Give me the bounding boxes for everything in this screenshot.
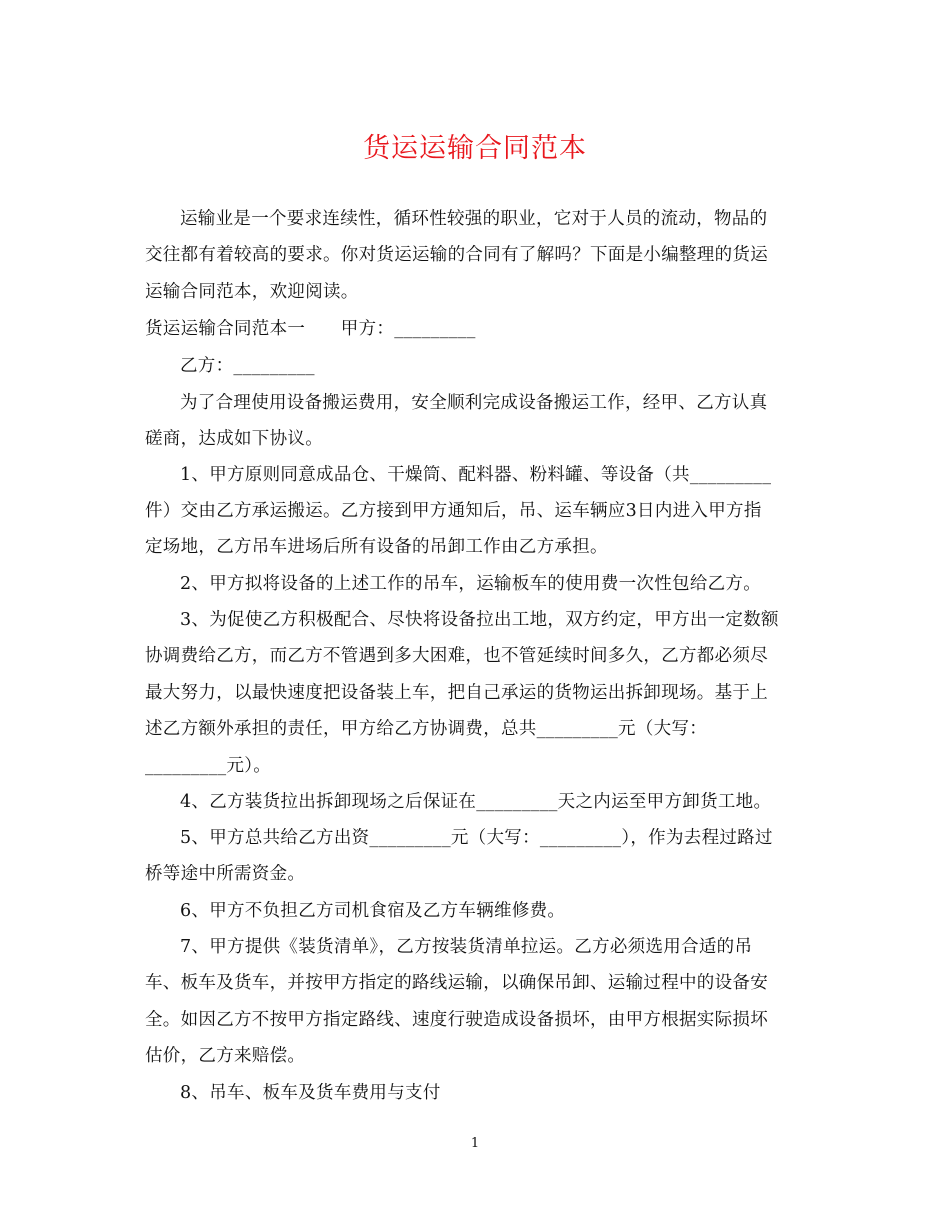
paragraph-line: 1、甲方原则同意成品仓、干燥筒、配料器、粉料罐、等设备（共_________ bbox=[180, 465, 772, 485]
paragraph-line: 最大努力，以最快速度把设备装上车，把自己承运的货物运出拆卸现场。基于上 bbox=[145, 683, 768, 703]
paragraph-line: 3、为促使乙方积极配合、尽快将设备拉出工地，双方约定，甲方出一定数额 bbox=[180, 610, 779, 630]
paragraph-line: 8、吊车、板车及货车费用与支付 bbox=[180, 1083, 441, 1103]
paragraph-line: 协调费给乙方，而乙方不管遇到多大困难，也不管延续时间多久，乙方都必须尽 bbox=[145, 646, 768, 666]
paragraph-line: 车、板车及货车，并按甲方指定的路线运输，以确保吊卸、运输过程中的设备安 bbox=[145, 973, 768, 993]
paragraph-line: 5、甲方总共给乙方出资_________元（大写：_________），作为去程过路过 bbox=[180, 828, 773, 848]
paragraph-line: 运输业是一个要求连续性，循环性较强的职业，它对于人员的流动，物品的 bbox=[180, 209, 768, 229]
paragraph-line: 货运运输合同范本一 甲方：_________ bbox=[145, 319, 476, 339]
paragraph-line: 磋商，达成如下协议。 bbox=[145, 429, 323, 449]
paragraph-line: 7、甲方提供《装货清单》，乙方按装货清单拉运。乙方必须选用合适的吊 bbox=[180, 937, 753, 957]
paragraph-line: _________元）。 bbox=[145, 756, 272, 776]
paragraph-line: 乙方：_________ bbox=[180, 356, 315, 376]
paragraph-line: 4、乙方装货拉出拆卸现场之后保证在_________天之内运至甲方卸货工地。 bbox=[180, 792, 772, 812]
paragraph-line: 件）交由乙方承运搬运。乙方接到甲方通知后，吊、运车辆应3日内进入甲方指 bbox=[145, 501, 762, 521]
paragraph-line: 6、甲方不负担乙方司机食宿及乙方车辆维修费。 bbox=[180, 901, 566, 921]
page-number: 1 bbox=[470, 1136, 480, 1151]
paragraph-line: 述乙方额外承担的责任，甲方给乙方协调费，总共_________元（大写： bbox=[145, 719, 708, 739]
paragraph-line: 2、甲方拟将设备的上述工作的吊车，运输板车的使用费一次性包给乙方。 bbox=[180, 574, 762, 594]
paragraph-line: 定场地，乙方吊车进场后所有设备的吊卸工作由乙方承担。 bbox=[145, 537, 608, 557]
document-title: 货运运输合同范本 bbox=[363, 133, 587, 164]
paragraph-line: 估价，乙方来赔偿。 bbox=[145, 1046, 306, 1066]
paragraph-line: 为了合理使用设备搬运费用，安全顺利完成设备搬运工作，经甲、乙方认真 bbox=[180, 393, 768, 413]
paragraph-line: 运输合同范本，欢迎阅读。 bbox=[145, 282, 359, 302]
paragraph-line: 交往都有着较高的要求。你对货运运输的合同有了解吗？下面是小编整理的货运 bbox=[145, 245, 768, 265]
paragraph-line: 全。如因乙方不按甲方指定路线、速度行驶造成设备损坏，由甲方根据实际损坏 bbox=[145, 1010, 768, 1030]
paragraph-line: 桥等途中所需资金。 bbox=[145, 864, 306, 884]
